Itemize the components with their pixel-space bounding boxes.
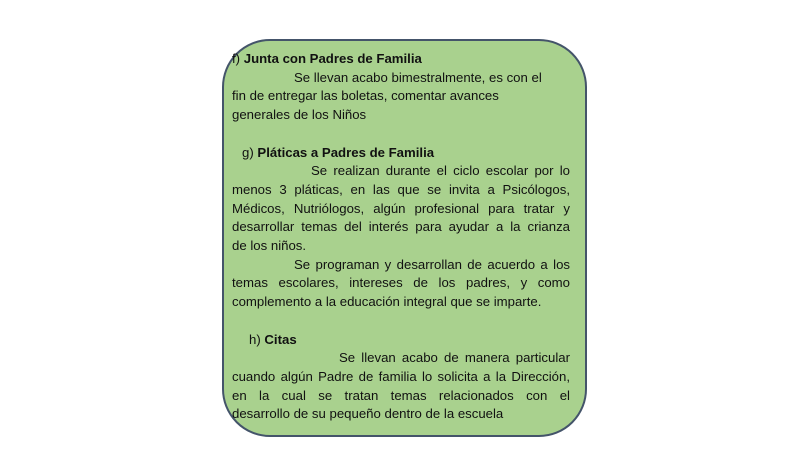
heading-prefix-g: g) (242, 144, 254, 160)
text-line: Se realizan durante el ciclo escolar por lo (311, 163, 570, 179)
text-line: complemento a la educación integral que se imparte. (232, 294, 542, 310)
heading-text-h: Citas (264, 331, 297, 347)
spacer (232, 312, 570, 331)
text-line: desarrollar temas del interés para ayudar a la crianza (232, 219, 570, 235)
text-line: menos 3 pláticas, en las que se invita a Psicólogos, (232, 181, 570, 197)
text-line: fin de entregar las boletas, comentar avances (232, 88, 499, 104)
heading-text-f: Junta con Padres de Familia (243, 51, 422, 66)
text-line: Médicos, Nutriólogos, algún profesional para tratar y (232, 200, 570, 216)
text-line: Se llevan acabo bimestralmente, es con el (294, 69, 542, 85)
text-line: en la cual se tratan temas relacionados con el (232, 387, 570, 403)
text-line: Se programan y desarrollan de acuerdo a los (294, 256, 570, 272)
heading-prefix-f: f) (232, 51, 241, 66)
heading-prefix-h: h) (249, 331, 261, 347)
text-content (232, 50, 570, 424)
text-line: desarrollo de su pequeño dentro de la escuela (232, 406, 504, 422)
text-line: Se llevan acabo de manera particular (339, 350, 570, 366)
text-line: cuando algún Padre de familia lo solicita a la Dirección, (232, 368, 570, 384)
heading-text-g: Pláticas a Padres de Familia (257, 144, 435, 160)
text-line: temas escolares, intereses de los padres, y como (232, 275, 570, 291)
heading-platicas-padres (232, 144, 570, 163)
heading-junta-padres (232, 50, 570, 69)
text-line: generales de los Niños (232, 107, 367, 123)
heading-citas (232, 331, 570, 350)
text-line: de los niños. (232, 238, 307, 254)
spacer (232, 125, 570, 144)
